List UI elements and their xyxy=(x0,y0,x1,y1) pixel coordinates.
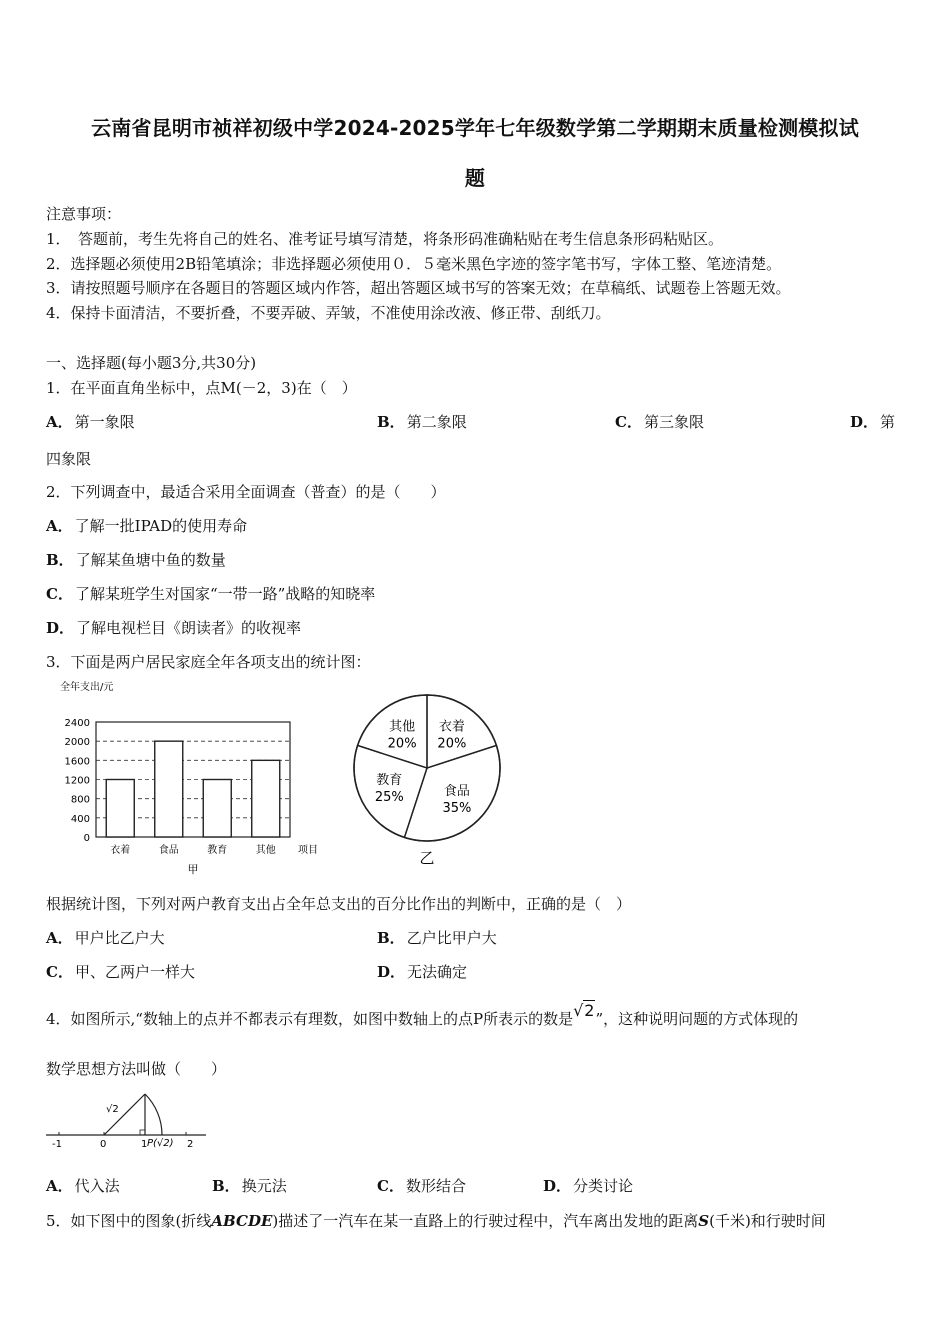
sqrt-value: 2 xyxy=(584,1001,595,1020)
q2-option-b xyxy=(46,549,226,570)
notice-item-4: 4．保持卡面清洁，不要折叠，不要弄破、弄皱，不准使用涂改液、修正带、刮纸刀。 xyxy=(46,304,611,322)
x-tick-label: 其他 xyxy=(255,845,276,856)
slice-label: 其他 xyxy=(389,719,416,735)
option-letter: A． xyxy=(46,413,73,431)
slice-percent: 25% xyxy=(374,790,404,806)
x-tick-label: 衣着 xyxy=(110,845,131,856)
q3-option-c xyxy=(46,961,195,982)
slice-label: 食品 xyxy=(443,783,470,799)
bar-食品 xyxy=(155,741,183,837)
option-text: 甲、乙两户一样大 xyxy=(74,963,195,981)
option-text: 换元法 xyxy=(241,1177,287,1195)
y-tick-label: 2000 xyxy=(64,737,90,749)
q5-stem-c: (千米)和行驶时间 xyxy=(709,1212,826,1230)
q3-option-d xyxy=(377,961,467,982)
q4-stem-part1: 4．如图所示,“数轴上的点并不都表示有理数，如图中数轴上的点P所表示的数是 xyxy=(46,1010,574,1028)
option-text: 第一象限 xyxy=(74,413,135,431)
option-text: 了解某鱼塘中鱼的数量 xyxy=(75,551,226,569)
option-letter: A． xyxy=(46,517,73,535)
right-angle-mark xyxy=(140,1130,145,1135)
tick-label-2: 2 xyxy=(187,1139,194,1150)
option-text: 了解电视栏目《朗读者》的收视率 xyxy=(76,619,302,637)
q1-option-a xyxy=(46,411,135,432)
chart-caption: 乙 xyxy=(419,849,435,867)
q3-stem: 3．下面是两户居民家庭全年各项支出的统计图： xyxy=(46,653,371,671)
q4-stem-part2: ”，这种说明问题的方式体现的 xyxy=(595,1010,799,1028)
option-letter: B． xyxy=(377,929,405,947)
option-text: 代入法 xyxy=(74,1177,120,1195)
q5-stem-b: )描述了一汽车在某一直路上的行驶过程中，汽车离出发地的距离 xyxy=(272,1212,699,1230)
y-tick-label: 1200 xyxy=(64,775,90,787)
q4-stem xyxy=(46,1001,799,1029)
q1-option-b xyxy=(377,411,467,432)
y-tick-label: 400 xyxy=(70,813,90,825)
q4-option-b xyxy=(212,1175,287,1196)
point-p-label: P(√2) xyxy=(147,1138,174,1149)
option-letter: D． xyxy=(543,1177,572,1195)
y-tick-label: 800 xyxy=(70,794,90,806)
x-tick-label: 教育 xyxy=(207,845,228,856)
tick-label-neg1: -1 xyxy=(52,1139,62,1150)
option-text: 第二象限 xyxy=(406,413,467,431)
q5-stem-a: 5．如下图中的图象(折线 xyxy=(46,1212,212,1230)
option-text: 第三象限 xyxy=(643,413,704,431)
option-letter: C． xyxy=(46,963,73,981)
x-tick-label: 食品 xyxy=(158,845,179,856)
compass-arc xyxy=(145,1094,162,1135)
slice-percent: 20% xyxy=(387,736,417,752)
option-letter: D． xyxy=(46,619,75,637)
pie-chart xyxy=(345,694,515,884)
x-axis-label: 项目 xyxy=(298,845,318,856)
number-line-figure xyxy=(44,1085,214,1155)
q4-stem-line2: 数学思想方法叫做（ ） xyxy=(46,1060,227,1078)
notice-item-1: 1． 答题前，考生先将自己的姓名、准考证号填写清楚，将条形码准确粘贴在考生信息条形码粘贴区。 xyxy=(46,230,724,248)
bar-其他 xyxy=(252,760,280,837)
option-letter: B． xyxy=(46,551,74,569)
q3-option-a xyxy=(46,927,165,948)
q5-polyline-name: ABCDE xyxy=(211,1212,273,1230)
notice-heading: 注意事项： xyxy=(46,205,122,223)
option-text: 分类讨论 xyxy=(573,1177,634,1195)
option-letter: D． xyxy=(377,963,406,981)
q2-option-d xyxy=(46,617,301,638)
q2-option-c xyxy=(46,583,375,604)
option-text: 甲户比乙户大 xyxy=(74,929,165,947)
bar-chart xyxy=(46,676,336,886)
option-letter: D． xyxy=(850,413,879,431)
y-tick-label: 1600 xyxy=(64,756,90,768)
option-letter: A． xyxy=(46,1177,73,1195)
option-letter: B． xyxy=(212,1177,240,1195)
slice-percent: 35% xyxy=(442,800,472,816)
y-tick-label: 2400 xyxy=(64,718,90,729)
q1-option-d-wrap: 四象限 xyxy=(46,450,92,468)
option-letter: B． xyxy=(377,413,405,431)
option-letter: A． xyxy=(46,929,73,947)
option-text: 乙户比甲户大 xyxy=(406,929,497,947)
notice-item-2: 2．选择题必须使用2B铅笔填涂；非选择题必须使用０．５毫米黑色字迹的签字笔书写，字体工整、笔迹清楚。 xyxy=(46,255,782,273)
section-heading: 一、选择题(每小题3分,共30分) xyxy=(46,354,257,372)
option-text: 了解一批IPAD的使用寿命 xyxy=(74,517,248,535)
q4-option-d xyxy=(543,1175,633,1196)
page-title: 云南省昆明市祯祥初级中学2024-2025学年七年级数学第二学期期末质量检测模拟试 xyxy=(91,116,859,140)
q1-option-c xyxy=(615,411,704,432)
q4-option-c xyxy=(377,1175,466,1196)
option-letter: C． xyxy=(46,585,73,603)
sqrt2-label: √2 xyxy=(106,1104,119,1115)
bar-衣着 xyxy=(106,780,134,838)
slice-label: 教育 xyxy=(376,773,403,789)
option-text: 第 xyxy=(880,413,896,431)
page-title-continued: 题 xyxy=(464,166,486,190)
tick-label-1: 1 xyxy=(141,1139,148,1150)
q3-question: 根据统计图，下列对两户教育支出占全年总支出的百分比作出的判断中，正确的是（ ） xyxy=(46,895,632,913)
slice-label: 衣着 xyxy=(438,719,465,735)
q1-stem: 1．在平面直角坐标中，点M(－2，3)在（ ） xyxy=(46,379,357,397)
q3-option-b xyxy=(377,927,497,948)
q2-stem: 2．下列调查中，最适合采用全面调查（普查）的是（ ） xyxy=(46,483,446,501)
slice-percent: 20% xyxy=(437,736,467,752)
option-letter: C． xyxy=(615,413,642,431)
sqrt-expression: √2 xyxy=(573,1001,595,1020)
option-letter: C． xyxy=(377,1177,404,1195)
notice-item-3: 3．请按照题号顺序在各题目的答题区域内作答，超出答题区域书写的答案无效；在草稿纸、试题卷上答题无效。 xyxy=(46,279,791,297)
y-tick-label: 0 xyxy=(83,833,90,844)
y-axis-label: 全年支出/元 xyxy=(60,682,114,693)
q4-option-a xyxy=(46,1175,120,1196)
q1-option-d xyxy=(850,411,895,432)
option-text: 数形结合 xyxy=(405,1177,466,1195)
q5-variable-s: S xyxy=(698,1212,710,1230)
q5-stem xyxy=(46,1210,826,1231)
option-text: 无法确定 xyxy=(407,963,468,981)
chart-caption: 甲 xyxy=(187,863,199,876)
option-text: 了解某班学生对国家“一带一路”战略的知晓率 xyxy=(74,585,376,603)
tick-label-0: 0 xyxy=(100,1139,107,1150)
q2-option-a xyxy=(46,515,247,536)
bar-教育 xyxy=(203,780,231,838)
